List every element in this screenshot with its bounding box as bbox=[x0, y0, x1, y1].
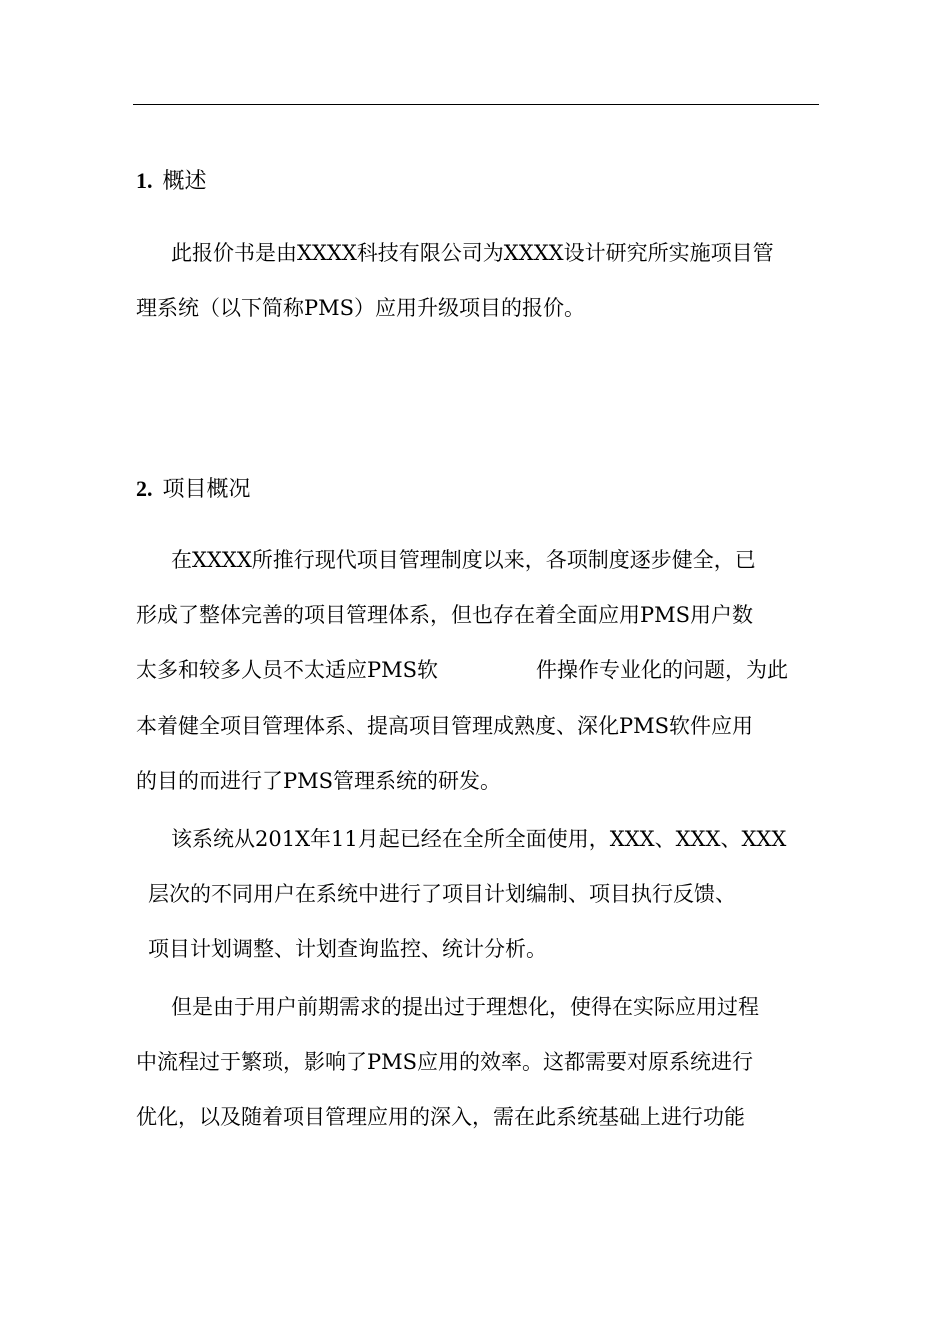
section-2-heading bbox=[136, 478, 251, 501]
para-2-line-3-text: 项目计划调整、计划查询监控、统计分析。 bbox=[148, 937, 547, 961]
section-1-number: 1. bbox=[136, 168, 153, 193]
para-3-line-2 bbox=[136, 1052, 753, 1073]
para-2-line-1-text: 该系统从201X年11月起已经在全所全面使用，XXX、XXX、XXX bbox=[171, 827, 787, 851]
section-1-line-1-text: 此报价书是由XXXX科技有限公司为XXXX设计研究所实施项目管 bbox=[171, 241, 774, 265]
para-1-line-1 bbox=[171, 550, 756, 571]
section-1-line-2-text: 理系统（以下简称PMS）应用升级项目的报价。 bbox=[136, 296, 586, 320]
para-2-line-2-text: 层次的不同用户在系统中进行了项目计划编制、项目执行反馈、 bbox=[148, 882, 736, 906]
para-1-line-4 bbox=[136, 716, 753, 737]
section-1-line-2 bbox=[136, 298, 585, 319]
section-1-line-1 bbox=[171, 243, 813, 264]
para-1-line-2 bbox=[136, 605, 753, 626]
para-1-line-4-text: 本着健全项目管理体系、提高项目管理成熟度、深化PMS软件应用 bbox=[136, 714, 754, 738]
para-2-line-2 bbox=[148, 884, 736, 905]
para-3-line-2-text: 中流程过于繁琐，影响了PMS应用的效率。这都需要对原系统进行 bbox=[136, 1050, 754, 1074]
para-1-line-5 bbox=[136, 771, 501, 792]
section-2-title: 项目概况 bbox=[162, 477, 251, 502]
header-rule bbox=[133, 104, 819, 105]
para-1-line-5-text: 的目的而进行了PMS管理系统的研发。 bbox=[136, 769, 502, 793]
para-1-line-3b bbox=[536, 660, 788, 681]
para-1-line-3a bbox=[136, 660, 438, 681]
para-1-line-2-text: 形成了整体完善的项目管理体系，但也存在着全面应用PMS用户数 bbox=[136, 603, 754, 627]
section-1-title: 概述 bbox=[162, 169, 207, 194]
para-3-line-1-text: 但是由于用户前期需求的提出过于理想化，使得在实际应用过程 bbox=[171, 995, 759, 1019]
para-3-line-3-text: 优化，以及随着项目管理应用的深入，需在此系统基础上进行功能 bbox=[136, 1105, 745, 1129]
section-1-heading bbox=[136, 170, 207, 193]
para-3-line-3 bbox=[136, 1107, 745, 1128]
para-3-line-1 bbox=[171, 997, 759, 1018]
para-1-line-3b-text: 件操作专业化的问题，为此 bbox=[536, 658, 788, 682]
para-2-line-3 bbox=[148, 939, 547, 960]
para-1-line-1-text: 在XXXX所推行现代项目管理制度以来，各项制度逐步健全，已 bbox=[171, 548, 756, 572]
para-2-line-1 bbox=[171, 829, 786, 850]
section-2-number: 2. bbox=[136, 476, 153, 501]
para-1-line-3a-text: 太多和较多人员不太适应PMS软 bbox=[136, 658, 439, 682]
